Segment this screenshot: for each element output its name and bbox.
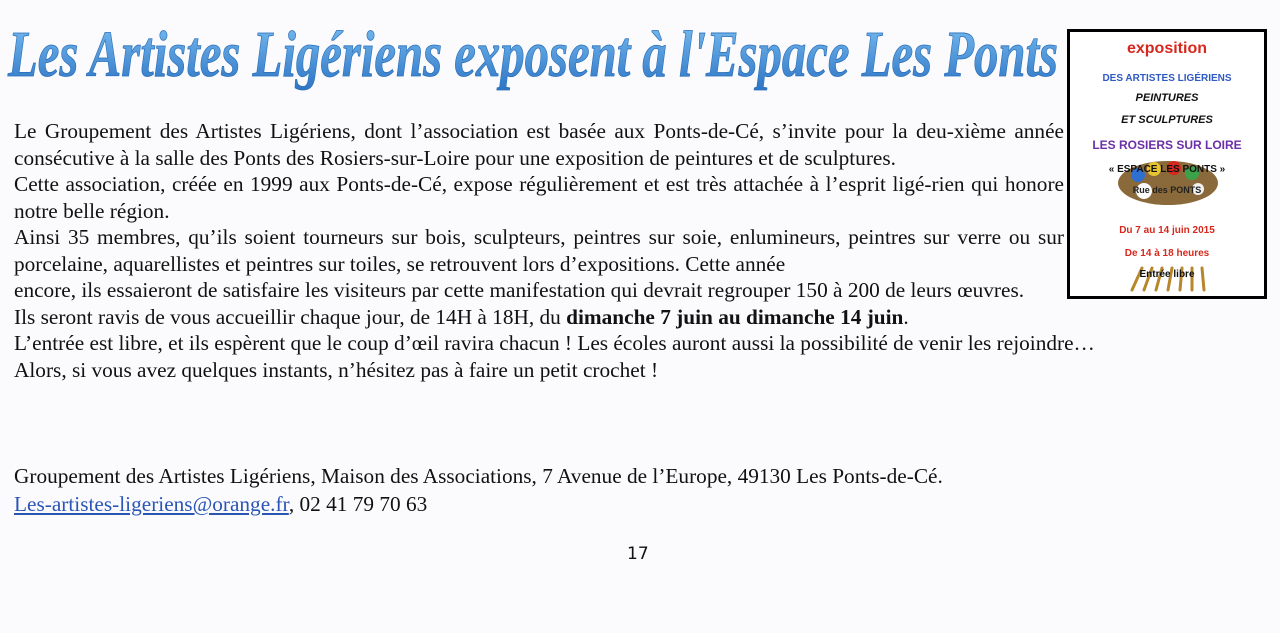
paragraph-closing: Alors, si vous avez quelques instants, n’hésitez pas à faire un petit crochet ! (14, 357, 659, 382)
poster-heading: exposition (1126, 40, 1207, 57)
exhibition-poster (1067, 29, 1267, 299)
contact-address: Groupement des Artistes Ligériens, Maison des Associations, 7 Avenue de l’Europe, 49130 Les Ponts-de-Cé. (14, 464, 943, 488)
article-title-text: Les Artistes Ligériens exposent à l'Espace Les Ponts (7, 18, 1059, 91)
schedule-text: Ils seront ravis de vous accueillir chaque jour, de 14H à 18H, du (14, 304, 567, 329)
poster-organization: DES ARTISTES LIGÉRIENS (1102, 73, 1232, 84)
poster-venue: « ESPACE LES PONTS » (1108, 164, 1226, 175)
poster-dates: Du 7 au 14 juin 2015 (1119, 225, 1215, 236)
contact-separator: , (288, 492, 300, 516)
paragraph-intro: Le Groupement des Artistes Ligériens, dont l’association est basée aux Ponts-de-Cé, s’invite pour la deu-xième année consécutive à la salle des Ponts des Rosiers-sur-Loire pour une exposition de peintures et de sculptures. (14, 119, 1064, 170)
paragraph-association: Cette association, créée en 1999 aux Ponts-de-Cé, expose régulièrement et est très attachée à l’esprit ligé-rien qui honore notre belle région. (14, 172, 1064, 223)
contact-line (14, 490, 943, 518)
poster-town: LES ROSIERS SUR LOIRE (1092, 138, 1242, 152)
contact-block (14, 462, 943, 518)
paragraph-schedule (14, 304, 1269, 331)
page-number: 17 (627, 544, 649, 564)
paragraph-members: Ainsi 35 membres, qu’ils soient tourneurs sur bois, sculpteurs, peintres sur soie, enlumineurs, peintres sur verre ou sur porcelaine, aquarellistes et peintres sur toiles, se retrouvent lors d’expositions. Cette année (14, 225, 1064, 276)
paragraph-members-continued: encore, ils essaieront de satisfaire les visiteurs par cette manifestation qui devrait regrouper 150 à 200 de leurs œuvres. (14, 278, 1025, 302)
poster-sculptures: ET SCULPTURES (1121, 114, 1213, 126)
paragraph-entry: L’entrée est libre, et ils espèrent que le coup d’œil ravira chacun ! Les écoles auront aussi la possibilité de venir les rejoindre… (14, 331, 1095, 355)
schedule-end: . (903, 304, 909, 329)
poster-paintings: PEINTURES (1135, 92, 1199, 104)
poster-hours: De 14 à 18 heures (1124, 248, 1210, 259)
article-title (6, 8, 1066, 98)
article-title-graphic (6, 8, 1066, 98)
phone-number: 02 41 79 70 63 (299, 492, 428, 516)
poster-street: Rue des PONTS (1132, 185, 1202, 195)
poster-entry: Entrée libre (1139, 269, 1195, 280)
email-link[interactable]: Les-artistes-ligeriens@orange.fr (14, 492, 289, 516)
schedule-dates: dimanche 7 juin au dimanche 14 juin (566, 304, 904, 329)
